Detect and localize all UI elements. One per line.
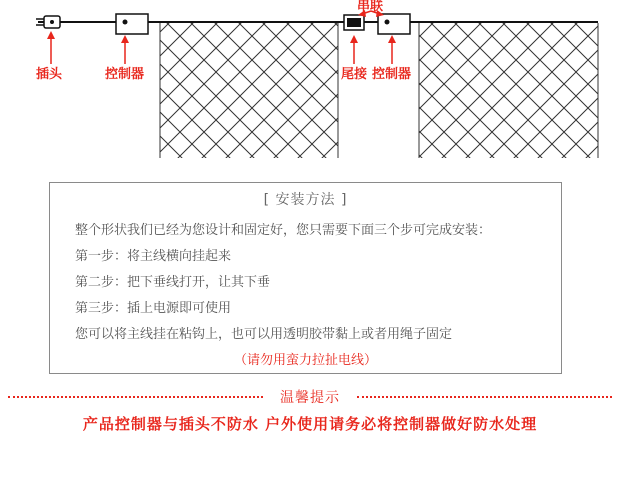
net-panel-left [160, 23, 338, 158]
controller-2-icon [378, 14, 410, 34]
install-step-2: 第二步：把下垂线打开，让其下垂 [75, 275, 271, 290]
controller-1-label: 控制器 [105, 67, 145, 82]
tips-header [0, 386, 620, 406]
install-warning: （请勿用蛮力拉扯电线） [233, 353, 377, 368]
install-step-1: 第一步：将主线横向挂起来 [75, 249, 232, 264]
install-instructions-box [49, 182, 562, 374]
install-hang-note: 您可以将主线挂在粘钩上，也可以用透明胶带黏上或者用绳子固定 [75, 327, 453, 342]
net-panel-right [419, 23, 598, 158]
installation-diagram [0, 0, 620, 180]
series-label: 串联 [357, 0, 384, 14]
tail-connector-label: 尾接 [341, 67, 368, 82]
install-step-3: 第三步：插上电源即可使用 [75, 301, 232, 316]
tail-connector-icon [344, 15, 364, 30]
install-title: [ 安装方法 ] [263, 192, 348, 208]
controller-1-icon [116, 14, 148, 34]
tips-title: 温馨提示 [280, 390, 340, 406]
plug-label: 插头 [36, 67, 63, 82]
controller-2-label: 控制器 [372, 67, 412, 82]
waterproof-notice: 产品控制器与插头不防水 户外使用请务必将控制器做好防水处理 [82, 415, 538, 433]
install-intro: 整个形状我们已经为您设计和固定好，您只需要下面三个步可完成安装： [75, 223, 492, 238]
tips-divider-right [357, 396, 612, 398]
